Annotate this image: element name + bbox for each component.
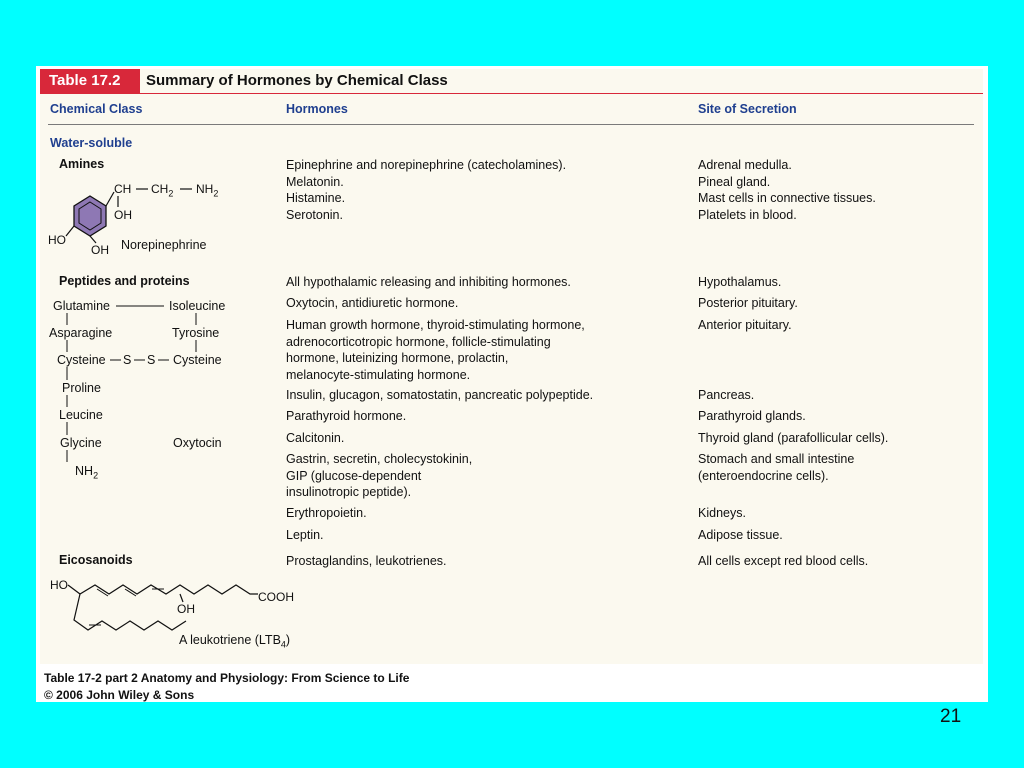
oxytocin-nh2: $NH_2$ [75, 464, 99, 481]
aa-asparagine: Asparagine [49, 326, 113, 340]
norepi-nh2: $NH_2$ [196, 182, 219, 199]
aa-glutamine: Glutamine [53, 299, 110, 313]
site-cell: Anterior pituitary. [698, 318, 792, 332]
norepi-ch: CH [114, 182, 132, 196]
class-peptides: Peptides and proteins [59, 274, 190, 288]
leukotriene-name: A leukotriene $(LTB_4)$ [179, 633, 291, 650]
footer-copyright: © 2006 John Wiley & Sons [44, 688, 195, 702]
site-cell: Pineal gland. [698, 175, 771, 189]
hormone-cell: All hypothalamic releasing and inhibiting hormones. [286, 275, 571, 289]
norepi-name: Norepinephrine [121, 238, 207, 252]
site-cell: Kidneys. [698, 506, 746, 520]
site-cell: Adrenal medulla. [698, 158, 792, 172]
class-amines: Amines [59, 157, 105, 171]
norepi-ho: HO [48, 233, 66, 247]
site-cell: Adipose tissue. [698, 528, 783, 542]
site-cell: Hypothalamus. [698, 275, 782, 289]
leuko-cooh: COOH [258, 590, 294, 604]
hormone-cell: Erythropoietin. [286, 506, 367, 520]
site-cell: Mast cells in connective tissues. [698, 191, 876, 205]
hormone-cell: Epinephrine and norepinephrine (catecholamines). [286, 158, 567, 172]
leuko-oh: OH [177, 602, 195, 616]
header-chemical-class: Chemical Class [50, 102, 143, 116]
header-site: Site of Secretion [698, 102, 797, 116]
hormone-cell: Histamine. [286, 191, 346, 205]
aa-glycine: Glycine [60, 436, 102, 450]
norepi-oh2: OH [91, 243, 109, 257]
disulfide-s1: S [123, 353, 132, 367]
header-hormones: Hormones [286, 102, 348, 116]
site-cell: Stomach and small intestine (enteroendocrine cells). [698, 452, 855, 483]
hormone-cell: Leptin. [286, 528, 324, 542]
site-cell: Platelets in blood. [698, 208, 797, 222]
site-cell: All cells except red blood cells. [698, 554, 869, 568]
leuko-ho: HO [50, 578, 68, 592]
disulfide-s2: S [147, 353, 156, 367]
section-water-soluble: Water-soluble [50, 136, 133, 150]
site-cell: Parathyroid glands. [698, 409, 806, 423]
hormone-cell: Gastrin, secretin, cholecystokinin, GIP (glucose-dependent insulinotropic peptide). [286, 452, 473, 499]
table-title: Summary of Hormones by Chemical Class [146, 72, 448, 89]
norepi-oh: OH [114, 208, 132, 222]
footer-caption: Table 17-2 part 2 Anatomy and Physiology: From Science to Life [44, 671, 410, 685]
hormone-cell: Insulin, glucagon, somatostatin, pancreatic polypeptide. [286, 388, 594, 402]
site-cell: Posterior pituitary. [698, 296, 798, 310]
hormone-cell: Serotonin. [286, 208, 343, 222]
class-eicosanoids: Eicosanoids [59, 553, 133, 567]
hormone-cell: Calcitonin. [286, 431, 345, 445]
aa-tyrosine: Tyrosine [172, 326, 220, 340]
aa-cysteine-left: Cysteine [57, 353, 106, 367]
site-cell: Thyroid gland (parafollicular cells). [698, 431, 889, 445]
table-label: Table 17.2 [40, 69, 140, 93]
aa-cysteine-right: Cysteine [173, 353, 222, 367]
hormone-cell: Melatonin. [286, 175, 344, 189]
hormone-cell: Parathyroid hormone. [286, 409, 407, 423]
aa-isoleucine: Isoleucine [169, 299, 226, 313]
site-cell: Pancreas. [698, 388, 755, 402]
page-number: 21 [940, 706, 962, 727]
hormone-cell: Oxytocin, antidiuretic hormone. [286, 296, 459, 310]
hormone-cell: Human growth hormone, thyroid-stimulating hormone, adrenocorticotropic hormone, follicle-stimulating hormone, luteinizing hormone, prolactin, melanocyte-stimulating hormone. [286, 318, 585, 382]
aa-proline: Proline [62, 381, 101, 395]
hormone-cell: Prostaglandins, leukotrienes. [286, 554, 447, 568]
oxytocin-name: Oxytocin [173, 436, 222, 450]
aa-leucine: Leucine [59, 408, 103, 422]
norepi-ch2: $CH_2$ [151, 182, 174, 199]
